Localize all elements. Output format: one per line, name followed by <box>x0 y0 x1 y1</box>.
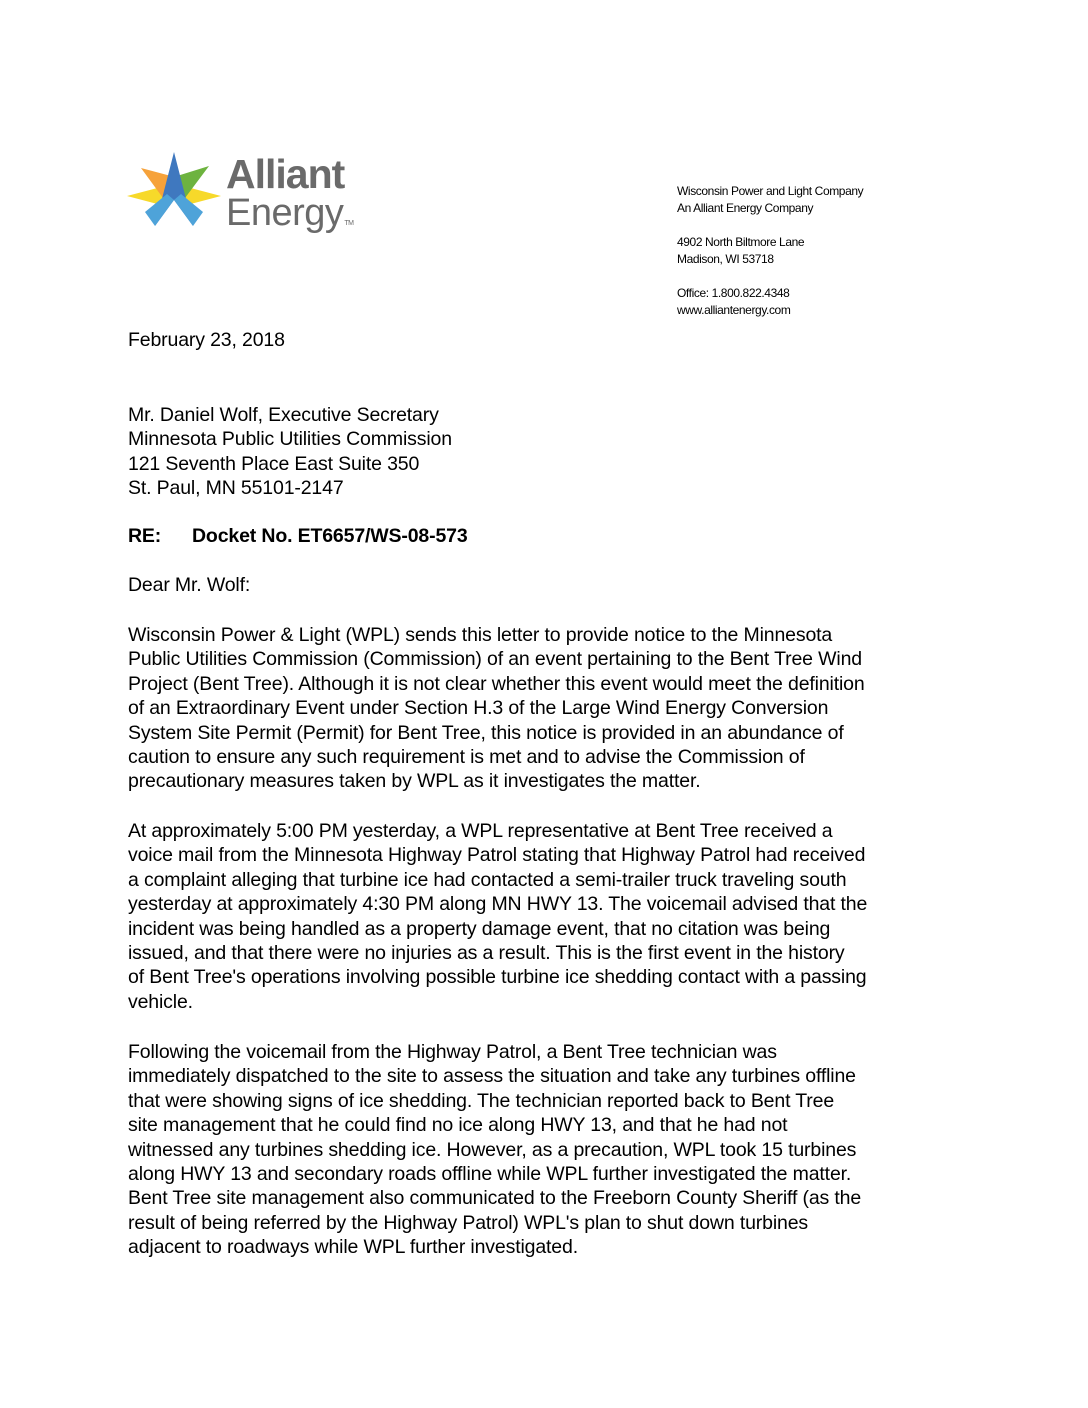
paragraph-line: along HWY 13 and secondary roads offline while WPL further investigated the matter. <box>128 1163 852 1186</box>
paragraph-line: At approximately 5:00 PM yesterday, a WPL representative at Bent Tree received a <box>128 820 833 842</box>
re-label: RE: <box>128 525 162 547</box>
paragraph-line: yesterday at approximately 4:30 PM along MN HWY 13. The voicemail advised that the <box>128 893 868 916</box>
paragraph-line: incident was being handled as a property damage event, that no citation was being <box>128 917 831 940</box>
paragraph-1 <box>128 623 968 794</box>
paragraph-line: Project (Bent Tree). Although it is not clear whether this event would meet the definition <box>128 672 865 695</box>
paragraph-line: precautionary measures taken by WPL as it investigates the matter. <box>128 770 701 793</box>
paragraph-line: immediately dispatched to the site to assess the situation and take any turbines offline <box>128 1065 856 1088</box>
paragraph-line: Following the voicemail from the Highway Patrol, a Bent Tree technician was <box>128 1041 777 1063</box>
alliant-energy-logo <box>127 150 357 240</box>
paragraph-line: Wisconsin Power & Light (WPL) sends this letter to provide notice to the Minnesota <box>128 624 833 646</box>
star-logo-icon <box>127 150 221 234</box>
paragraph-line: of Bent Tree's operations involving possible turbine ice shedding contact with a passing <box>128 966 867 989</box>
letterhead-address <box>677 183 863 319</box>
paragraph-line: of an Extraordinary Event under Section H.3 of the Large Wind Energy Conversion <box>128 697 829 720</box>
letterhead-company: Wisconsin Power and Light Company <box>677 184 864 198</box>
salutation: Dear Mr. Wolf: <box>128 574 251 596</box>
paragraph-line: a complaint alleging that turbine ice had contacted a semi-trailer truck traveling south <box>128 868 847 891</box>
paragraph-2 <box>128 819 968 1014</box>
paragraph-line: System Site Permit (Permit) for Bent Tree, this notice is provided in an abundance of <box>128 721 844 744</box>
letterhead-street: 4902 North Biltmore Lane <box>677 235 805 249</box>
paragraph-line: adjacent to roadways while WPL further investigated. <box>128 1236 578 1259</box>
logo-text-energy <box>226 194 354 232</box>
paragraph-line: witnessed any turbines shedding ice. However, as a precaution, WPL took 15 turbines <box>128 1138 857 1161</box>
recipient-address <box>128 403 968 501</box>
trademark-symbol: TM <box>344 220 354 227</box>
letterhead-subtitle: An Alliant Energy Company <box>677 201 814 215</box>
re-subject: Docket No. ET6657/WS-08-573 <box>192 525 468 547</box>
recipient-name: Mr. Daniel Wolf, Executive Secretary <box>128 404 439 426</box>
paragraph-line: caution to ensure any such requirement is met and to advise the Commission of <box>128 746 805 769</box>
letterhead-phone: Office: 1.800.822.4348 <box>677 286 790 300</box>
paragraph-line: voice mail from the Minnesota Highway Patrol stating that Highway Patrol had received <box>128 844 866 867</box>
letter-date: February 23, 2018 <box>128 329 285 351</box>
recipient-organization: Minnesota Public Utilities Commission <box>128 428 452 451</box>
letterhead-city: Madison, WI 53718 <box>677 252 774 266</box>
paragraph-3 <box>128 1040 968 1260</box>
paragraph-line: vehicle. <box>128 990 193 1013</box>
paragraph-line: result of being referred by the Highway Patrol) WPL's plan to shut down turbines <box>128 1211 808 1234</box>
paragraph-line: issued, and that there were no injuries as a result. This is the first event in the history <box>128 942 845 965</box>
logo-text-energy-word: Energy <box>226 192 344 234</box>
paragraph-line: Public Utilities Commission (Commission) of an event pertaining to the Bent Tree Wind <box>128 648 862 671</box>
paragraph-line: Bent Tree site management also communicated to the Freeborn County Sheriff (as the <box>128 1187 862 1210</box>
logo-text-alliant: Alliant <box>226 151 345 197</box>
recipient-city: St. Paul, MN 55101-2147 <box>128 477 344 500</box>
letterhead-website: www.alliantenergy.com <box>677 303 791 317</box>
subject-line <box>128 524 968 548</box>
paragraph-line: site management that he could find no ice along HWY 13, and that he had not <box>128 1114 788 1137</box>
paragraph-line: that were showing signs of ice shedding. The technician reported back to Bent Tree <box>128 1089 835 1112</box>
recipient-street: 121 Seventh Place East Suite 350 <box>128 452 420 475</box>
